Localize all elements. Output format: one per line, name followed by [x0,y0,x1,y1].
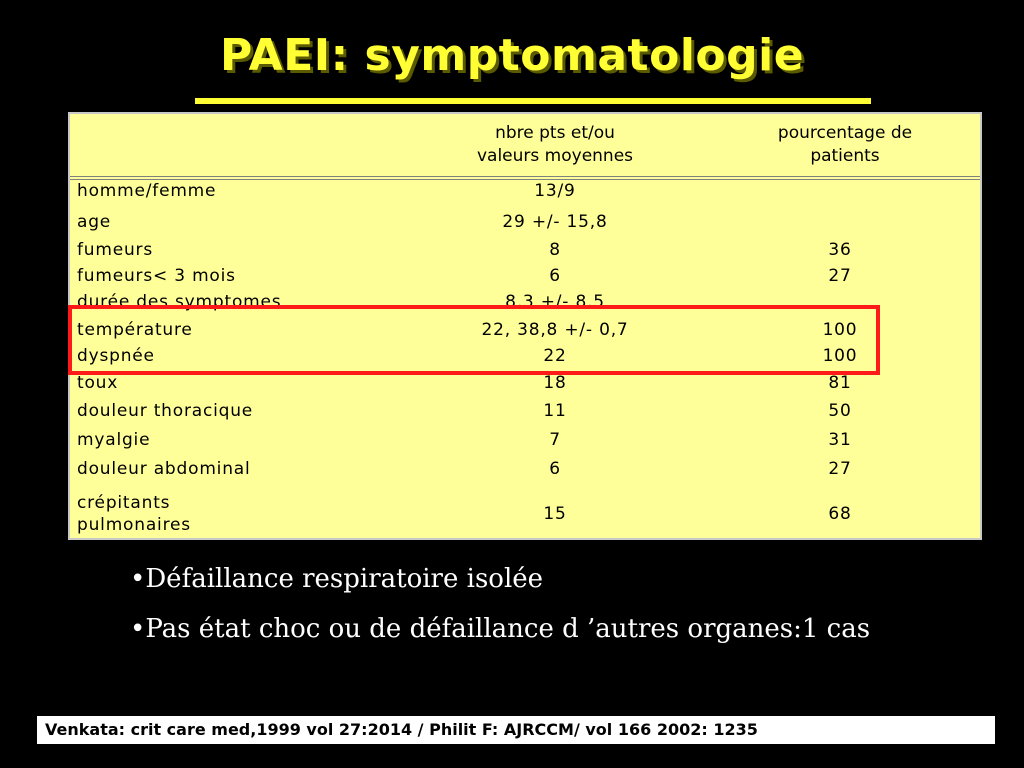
row-percent: 50 [828,401,852,421]
row-label: homme/femme [77,181,217,201]
header-percent-line2: patients [810,146,880,166]
header-count-line1: nbre pts et/ou [495,123,615,143]
bullet-item: •Pas état choc ou de défaillance d ’autres organes:1 cas [130,614,871,644]
highlight-box [68,305,880,375]
title-underline [195,98,871,104]
row-label: age [77,212,112,232]
citation-box: Venkata: crit care med,1999 vol 27:2014 / Philit F: AJRCCM/ vol 166 2002: 1235 [35,714,997,746]
row-percent: 100 [822,320,858,340]
header-percent [720,122,970,168]
header-percent-line1: pourcentage de [777,123,913,143]
row-value: 7 [549,430,561,450]
row-label: fumeurs [77,240,153,260]
table-header [70,114,980,180]
row-value: 22 [543,346,567,366]
row-label: température [77,320,193,340]
row-value: 8,3 +/- 8,5 [505,292,605,312]
row-label [77,492,191,536]
bullet-item: •Défaillance respiratoire isolée [130,564,544,594]
row-label: dyspnée [77,346,155,366]
row-value: 15 [543,504,567,524]
row-percent: 100 [822,346,858,366]
slide-title: PAEI: symptomatologie [219,30,805,81]
row-percent: 27 [828,459,852,479]
row-percent: 36 [828,240,852,260]
row-label: myalgie [77,430,151,450]
row-percent: 68 [828,504,852,524]
header-count-line2: valeurs moyennes [476,146,634,166]
row-label: toux [77,373,119,393]
row-label: durée des symptomes [77,292,282,312]
header-count [410,122,700,168]
row-label: douleur thoracique [77,401,254,421]
row-value: 18 [543,373,567,393]
row-label-line2: pulmonaires [77,515,191,535]
row-label: douleur abdominal [77,459,251,479]
row-label-line1: crépitants [77,493,171,513]
row-value: 13/9 [534,181,576,201]
bullet-list [130,560,870,660]
row-value: 22, 38,8 +/- 0,7 [481,320,629,340]
row-value: 11 [543,401,567,421]
row-value: 6 [549,459,561,479]
row-percent: 31 [828,430,852,450]
row-value: 6 [549,266,561,286]
row-label: fumeurs< 3 mois [77,266,236,286]
row-value: 8 [549,240,561,260]
row-value: 29 +/- 15,8 [502,212,608,232]
row-percent: 81 [828,373,852,393]
row-percent: 27 [828,266,852,286]
